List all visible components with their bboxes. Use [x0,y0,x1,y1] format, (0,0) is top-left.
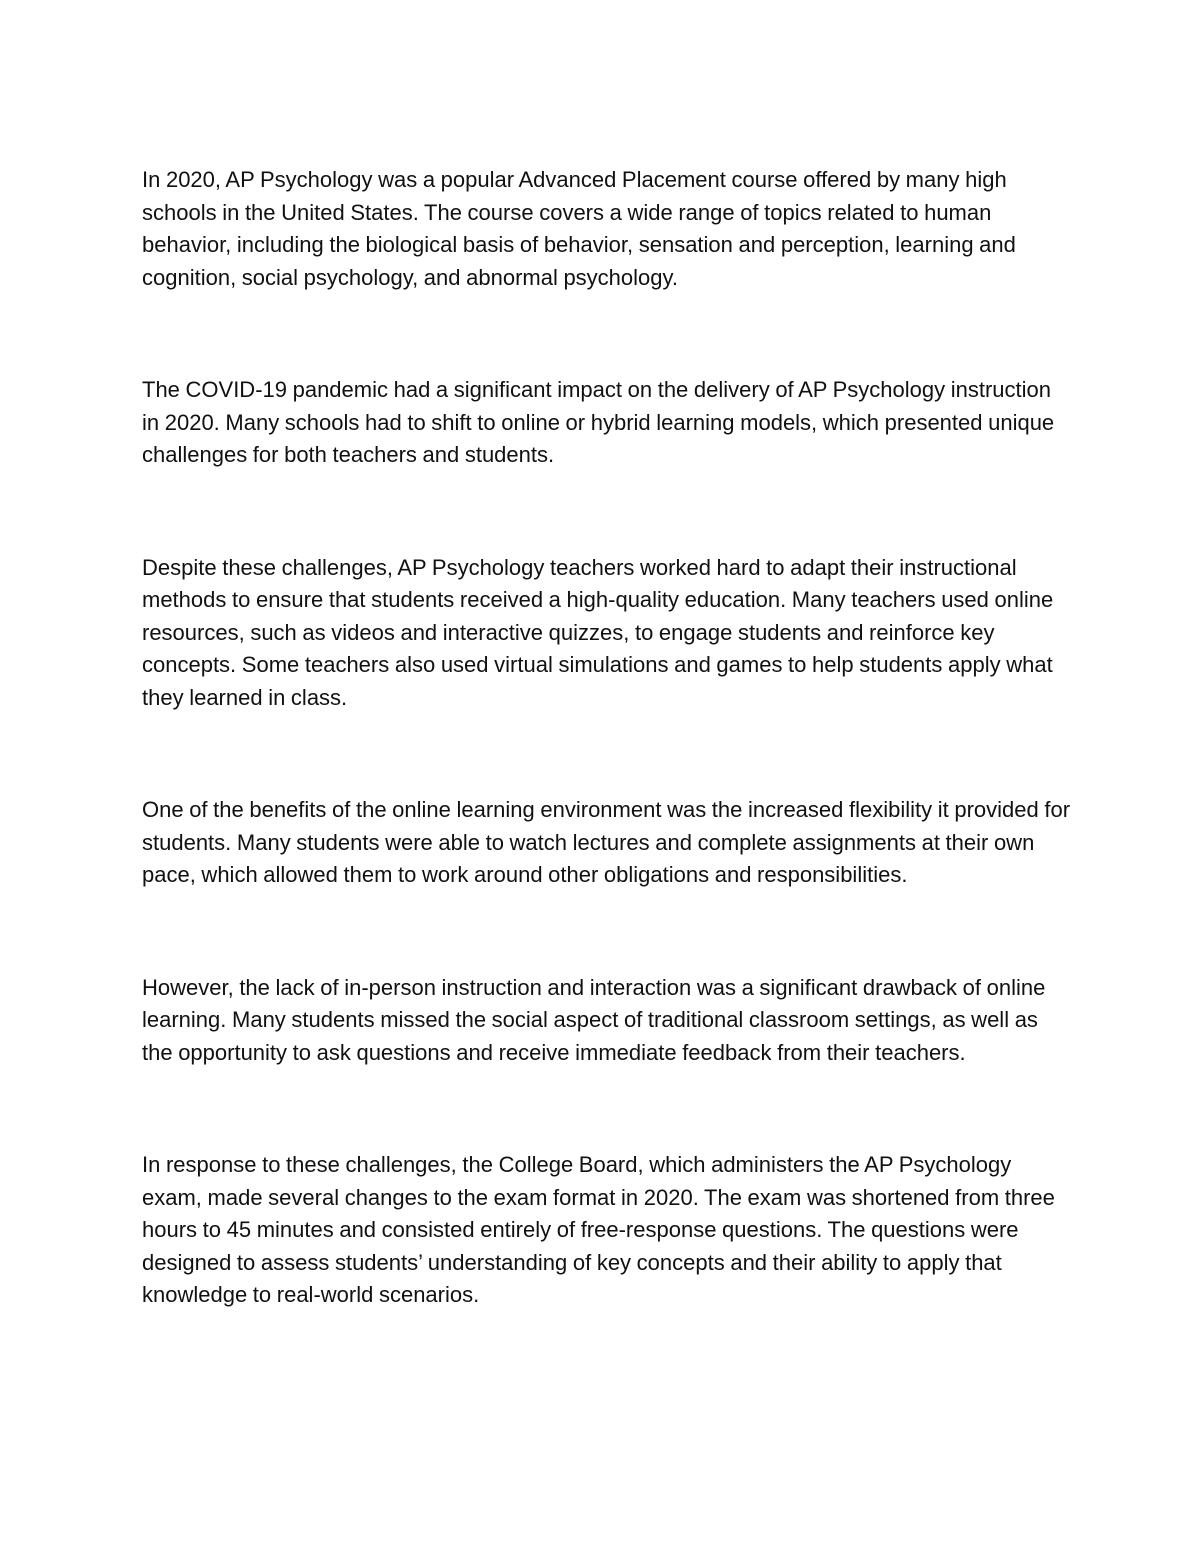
paragraph-2: The COVID-19 pandemic had a significant impact on the delivery of AP Psychology instruction in 2020. Many schools had to shift to online or hybrid learning models, which presented unique challenges for both teachers and students. [142,377,1055,467]
paragraph-1: In 2020, AP Psychology was a popular Advanced Placement course offered by many high schools in the United States. The course covers a wide range of topics related to human behavior, including the biological basis of behavior, sensation and perception, learning and cognition, social psychology, and abnormal psychology. [142,167,1016,290]
paragraph-6: In response to these challenges, the College Board, which administers the AP Psychology exam, made several changes to the exam format in 2020. The exam was shortened from three hours to 45 minutes and consisted entirely of free-response questions. The questions were designed to assess students’ understanding of key concepts and their ability to apply that knowledge to real-world scenarios. [142,1152,1055,1307]
paragraph-4: One of the benefits of the online learning environment was the increased flexibility it provided for students. Many students were able to watch lectures and complete assignments at their own pace, which allowed them to work around other obligations and responsibilities. [142,797,1071,887]
paragraph-5: However, the lack of in-person instruction and interaction was a significant drawback of online learning. Many students missed the social aspect of traditional classroom settings, as well as the opportunity to ask questions and receive immediate feedback from their teachers. [142,974,1046,1065]
document-body [142,164,1072,1312]
paragraph-3: Despite these challenges, AP Psychology teachers worked hard to adapt their instructional methods to ensure that students received a high-quality education. Many teachers used online resources, such as videos and interactive quizzes, to engage students and reinforce key concepts. Some teachers also used virtual simulations and games to help students apply what they learned in class. [142,554,1054,710]
